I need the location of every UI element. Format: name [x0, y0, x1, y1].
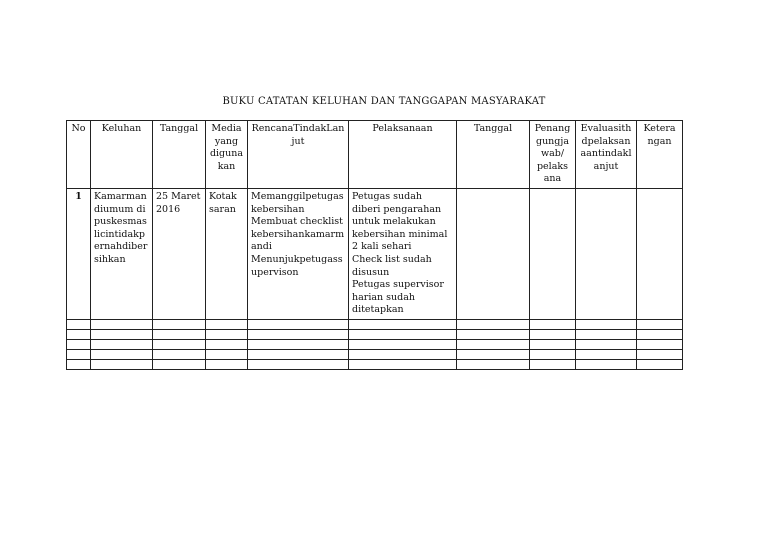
cell-pelaksanaan: Petugas sudah diberi pengarahan untuk melakukan kebersihan minimal 2 kali sehari Check list sudah disusun Petugas supervisor harian sudah ditetapkan — [349, 188, 457, 319]
header-keluhan: Keluhan — [91, 121, 153, 189]
cell-tanggal: 25 Maret 2016 — [153, 188, 206, 319]
empty-cell — [248, 339, 349, 349]
empty-cell — [153, 329, 206, 339]
header-no: No — [67, 121, 91, 189]
empty-cell — [530, 339, 576, 349]
empty-cell — [67, 339, 91, 349]
cell-penanggung-jawab — [530, 188, 576, 319]
empty-cell — [457, 329, 530, 339]
empty-cell — [153, 319, 206, 329]
empty-cell — [576, 339, 637, 349]
empty-cell — [530, 359, 576, 369]
cell-no: 1 — [67, 188, 91, 319]
empty-cell — [349, 329, 457, 339]
empty-cell — [530, 329, 576, 339]
table-row — [67, 188, 683, 319]
empty-cell — [67, 359, 91, 369]
cell-rencana: Memanggilpetugas kebersihan Membuat checklist kebersihankamarm andi Menunjukpetugass upervison — [248, 188, 349, 319]
empty-cell — [530, 319, 576, 329]
empty-cell — [248, 349, 349, 359]
empty-cell — [153, 359, 206, 369]
empty-table-row — [67, 339, 683, 349]
empty-cell — [637, 329, 683, 339]
cell-media: Kotak saran — [206, 188, 248, 319]
header-media: Media yang diguna kan — [206, 121, 248, 189]
empty-cell — [637, 349, 683, 359]
cell-evaluasi — [576, 188, 637, 319]
document-title: BUKU CATATAN KELUHAN DAN TANGGAPAN MASYARAKAT — [222, 96, 546, 107]
empty-cell — [637, 319, 683, 329]
empty-cell — [206, 359, 248, 369]
empty-cell — [576, 359, 637, 369]
header-keterangan: Ketera ngan — [637, 121, 683, 189]
empty-cell — [91, 339, 153, 349]
empty-cell — [248, 359, 349, 369]
header-rencana: RencanaTindakLan jut — [248, 121, 349, 189]
header-evaluasi: Evaluasith dpelaksan aantindakl anjut — [576, 121, 637, 189]
header-pelaksanaan: Pelaksanaan — [349, 121, 457, 189]
empty-cell — [349, 339, 457, 349]
empty-cell — [349, 319, 457, 329]
empty-cell — [206, 329, 248, 339]
empty-cell — [67, 349, 91, 359]
empty-cell — [67, 319, 91, 329]
empty-cell — [349, 359, 457, 369]
empty-cell — [349, 349, 457, 359]
empty-cell — [248, 319, 349, 329]
empty-cell — [206, 349, 248, 359]
empty-cell — [248, 329, 349, 339]
empty-cell — [457, 339, 530, 349]
empty-cell — [206, 319, 248, 329]
cell-tanggal-2 — [457, 188, 530, 319]
empty-cell — [457, 319, 530, 329]
table-header-row — [67, 121, 683, 189]
header-penanggung-jawab: Penang gungja wab/ pelaks ana — [530, 121, 576, 189]
empty-cell — [206, 339, 248, 349]
empty-cell — [153, 349, 206, 359]
empty-cell — [91, 349, 153, 359]
empty-table-row — [67, 319, 683, 329]
empty-cell — [637, 339, 683, 349]
empty-cell — [637, 359, 683, 369]
empty-table-row — [67, 349, 683, 359]
empty-table-row — [67, 329, 683, 339]
empty-cell — [530, 349, 576, 359]
header-tanggal-2: Tanggal — [457, 121, 530, 189]
empty-cell — [457, 349, 530, 359]
empty-cell — [576, 329, 637, 339]
empty-cell — [91, 359, 153, 369]
cell-keterangan — [637, 188, 683, 319]
empty-cell — [91, 329, 153, 339]
empty-table-row — [67, 359, 683, 369]
empty-cell — [67, 329, 91, 339]
cell-keluhan: Kamarman diumum di puskesmas licintidakp ernahdiber sihkan — [91, 188, 153, 319]
empty-cell — [576, 349, 637, 359]
header-tanggal: Tanggal — [153, 121, 206, 189]
empty-cell — [91, 319, 153, 329]
complaint-log-table — [66, 120, 683, 370]
empty-cell — [153, 339, 206, 349]
empty-cell — [576, 319, 637, 329]
empty-cell — [457, 359, 530, 369]
